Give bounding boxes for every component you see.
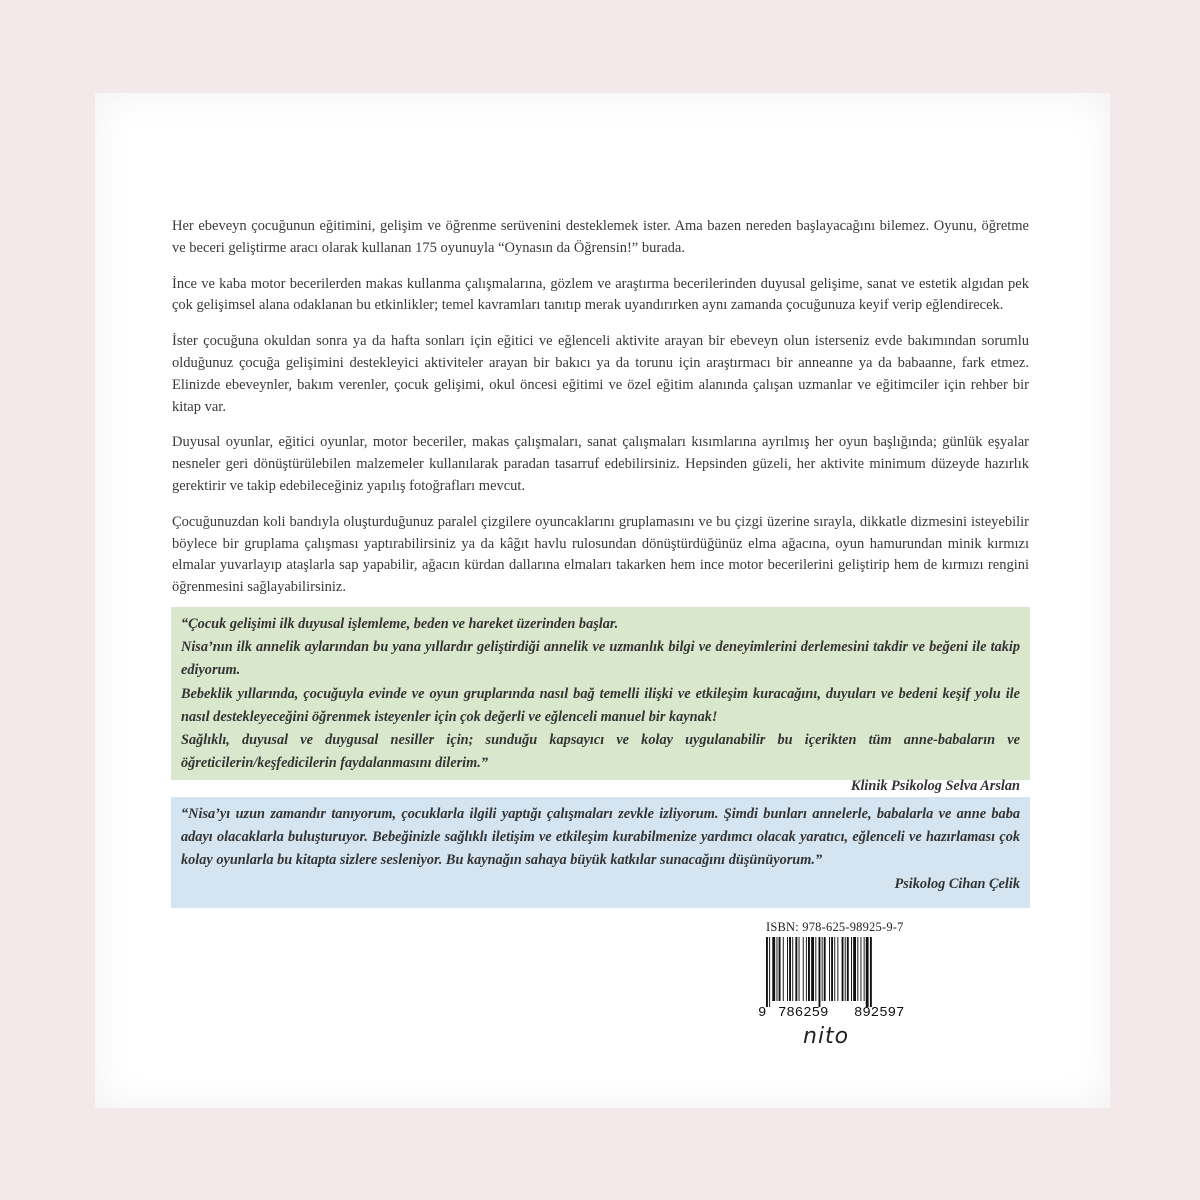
quote-line: Sağlıklı, duyusal ve duygusal nesiller için; sunduğu kapsayıcı ve kolay uygulanabilir bu içerikten tüm anne-babaların ve öğreticilerin/keşfedicilerin faydalanmasını dilerim.”	[181, 732, 1020, 772]
barcode-bar	[783, 937, 784, 1001]
barcode-bar	[819, 937, 821, 1007]
barcode-bar	[837, 937, 838, 1001]
barcode-bar	[822, 937, 823, 1001]
barcode-bar	[831, 937, 833, 1001]
barcode-bar	[864, 937, 865, 1001]
paragraph: Her ebeveyn çocuğunun eğitimini, gelişim ve öğrenme serüvenini desteklemek ister. Ama bazen nereden başlayacağını bilemez. Oyunu, öğretme ve beceri geliştirme aracı olarak kullanan 175 oyunuyla “Oynasın da Öğrensin!” burada.	[172, 218, 1029, 256]
quote-author: Klinik Psikolog Selva Arslan	[850, 778, 1020, 795]
barcode	[760, 937, 930, 1007]
barcode-bar	[803, 937, 804, 1001]
barcode-bar	[861, 937, 862, 1001]
barcode-bar	[829, 937, 830, 1001]
barcode-bar	[811, 937, 814, 1001]
barcode-digits-left: 786259	[778, 1005, 829, 1021]
barcode-digit-lead: 9	[758, 1005, 767, 1021]
barcode-bar	[806, 937, 807, 1001]
barcode-bar	[870, 937, 872, 1007]
publisher-logo: nito	[803, 1024, 850, 1049]
quote-line: Bebeklik yıllarında, çocuğuyla evinde ve oyun gruplarında nasıl bağ temelli ilişki ve etkileşim kuracağını, duyuları ve bedeni keşif yolu ile nasıl destekleyeceğini öğrenmek isteyenler için çok değerli ve eğlenceli manuel bir kaynak!	[181, 685, 1020, 725]
barcode-bar	[824, 937, 826, 1001]
barcode-bar	[769, 937, 770, 1007]
paragraph: İster çocuğuna okuldan sonra ya da hafta sonları için eğitici ve eğlenceli aktivite arayan bir ebeveyn olun isterseniz evde bakımından sorumlu olduğunuz çocuğa gelişimini destekleyici aktiviteler arayan bir bakıcı ya da torunu için araştırmacı bir anneanne ya da babaanne, fark etmez. Elinizde ebeveynler, bakım verenler, çocuk gelişimi, okul öncesi eğitimi ve özel eğitim alanında çalışan uzmanlar ve eğitimciler için rehber bir kitap var.	[172, 333, 1029, 415]
barcode-bar	[792, 937, 793, 1001]
paragraph: Çocuğunuzdan koli bandıyla oluşturduğunuz paralel çizgilere oyuncaklarını gruplamasını ve bu çizgi üzerine sırayla, dikkatle dizmesini isteyebilir böylece bir gruplama çalışması yaptırabilirsiniz ya da kâğıt havlu rulosundan dönüştürdüğünüz elma ağacına, oyun hamurundan minik kırmızı elmalar yuvarlayıp ataşlarla sap yapabilir, ağacın kürdan dallarına elmaları takarken hem ince motor becerilerini geliştirip hem de kırmızı rengini öğrenmesini sağlayabilirsiniz.	[172, 513, 1029, 596]
barcode-bar	[772, 937, 775, 1001]
barcode-bar	[842, 937, 844, 1001]
barcode-bar	[779, 937, 781, 1001]
barcode-bar	[866, 937, 869, 1007]
barcode-bar	[766, 937, 768, 1007]
barcode-bar	[799, 937, 800, 1001]
barcode-bar	[845, 937, 846, 1001]
isbn-label: ISBN: 978-625-98925-9-7	[766, 920, 904, 934]
barcode-bar	[808, 937, 810, 1001]
testimonial-box-blue	[171, 797, 1030, 908]
paragraph: Duyusal oyunlar, eğitici oyunlar, motor beceriler, makas çalışmaları, sanat çalışmaları kısımlarına ayrılmış her oyun başlığında; günlük eşyalar nesneler geri dönüştürülebilen malzemeler kullanılarak paradan tasarruf edebilirsiniz. Hepsinden güzeli, her aktivite minimum düzeyde hazırlık gerektirir ve takip edebileceğiniz yapılış fotoğrafları mevcut.	[172, 434, 1029, 494]
quote-author: Psikolog Cihan Çelik	[894, 875, 1020, 892]
quote-text: “Nisa’yı uzun zamandır tanıyorum, çocuklarla ilgili yaptığı çalışmaları zevkle izliyorum. Şimdi bunları annelerle, babalarla ve anne baba adayı olacaklarla buluşturuyor. Bebeğinizle sağlıklı iletişim ve etkileşim kurabilmenize yardımcı olacak yaratıcı, eğlenceli ve hazırlaması çok kolay oyunlarla bu kitapta sizlere sesleniyor. Bu kaynağın sahaya büyük katkılar sunacağını düşünüyorum.”	[181, 806, 1020, 869]
barcode-bar	[789, 937, 791, 1001]
barcode-bar	[787, 937, 788, 1001]
barcode-digits-right: 892597	[854, 1005, 905, 1021]
barcode-bar	[777, 937, 778, 1001]
barcode-bar	[815, 937, 816, 1001]
barcode-bar	[851, 937, 852, 1001]
barcode-bar	[847, 937, 849, 1001]
testimonial-box-green	[171, 607, 1030, 795]
barcode-bar	[834, 937, 835, 1001]
barcode-bar	[795, 937, 797, 1001]
description-text	[172, 216, 1029, 613]
paragraph: İnce ve kaba motor becerilerden makas kullanma çalışmalarına, gözlem ve araştırma becerilerinden duyusal gelişime, sanat ve estetik algıdan pek çok gelişimsel alana odaklanan bu etkinlikler; temel kavramları tanıtıp merak uyandırırken aynı zamanda çocuğunuza keyif verip eğlendirecek.	[172, 275, 1029, 314]
barcode-bar	[853, 937, 856, 1001]
quote-line: “Çocuk gelişimi ilk duyusal işlemleme, beden ve hareket üzerinden başlar.	[181, 616, 619, 632]
barcode-bar	[857, 937, 858, 1001]
quote-line: Nisa’nın ilk annelik aylarından bu yana yıllardır geliştirdiği annelik ve uzmanlık bilgi ve deneyimlerini derlemesini takdir ve beğeni ile takip ediyorum.	[181, 639, 1020, 679]
